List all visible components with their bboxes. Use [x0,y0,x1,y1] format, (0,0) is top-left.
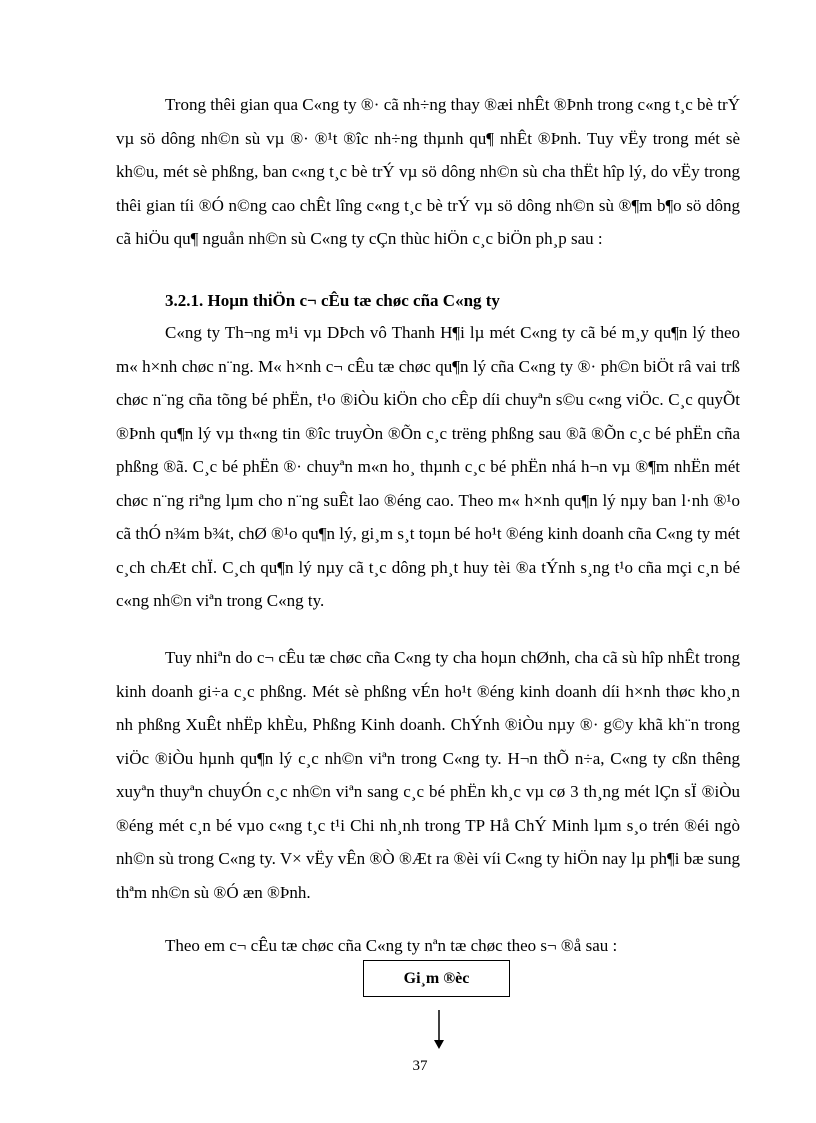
down-arrow-icon [429,1010,449,1050]
paragraph-structure: C«ng ty Th¬ng m¹i vµ DÞch vô Thanh H¶i lµ mét C«ng ty cã bé m¸y qu¶n lý theo m« h×nh chøc n¨ng. M« h×nh c¬ cÊu tæ chøc qu¶n lý cña C«ng ty ®· ph©n biÖt râ vai trß chøc n¨ng cña tõng bé phËn, t¹o ®iÒu kiÖn cho cÊp díi chuyªn s©u c«ng viÖc. C¸c quyÕt ®Þnh qu¶n lý vµ th«ng tin ®îc truyÒn ®Õn c¸c trëng phßng sau ®ã ®Õn c¸c bé phËn cña phßng ®ã. C¸c bé phËn ®· chuyªn m«n ho¸ thµnh c¸c bé phËn nhá h¬n vµ ®¶m nhËn mét chøc n¨ng riªng lµm cho n¨ng suÊt lao ®éng cao. Theo m« h×nh qu¶n lý nµy ban l·nh ®¹o cã thÓ n¾m b¾t, chØ ®¹o qu¶n lý, gi¸m s¸t toµn bé ho¹t ®éng kinh doanh cña C«ng ty mét c¸ch chÆt chÏ. C¸ch qu¶n lý nµy cã t¸c dông ph¸t huy tèi ®a tÝnh s¸ng t¹o cña mçi c¸n bé c«ng nh©n viªn trong C«ng ty. [116,323,740,610]
paragraph-limitations: Tuy nhiªn do c¬ cÊu tæ chøc cña C«ng ty cha hoµn chØnh, cha cã sù hîp nhÊt trong kinh doanh gi÷a c¸c phßng. Mét sè phßng vÉn ho¹t ®éng kinh doanh díi h×nh thøc kho¸n nh phßng XuÊt nhËp khÈu, Phßng Kinh doanh. ChÝnh ®iÒu nµy ®· g©y khã kh¨n trong viÖc ®iÒu hµnh qu¶n lý c¸c nh©n viªn trong C«ng ty. H¬n thÕ n÷a, C«ng ty cßn thêng xuyªn thuyªn chuyÓn c¸c nh©n viªn sang c¸c bé phËn kh¸c vµ cø 3 th¸ng mét lÇn sÏ ®iÒu ®éng mét c¸n bé vµo c«ng t¸c t¹i Chi nh¸nh trong TP Hå ChÝ Minh lµm s¸o trén ®éi ngò nh©n sù trong C«ng ty. V× vËy vÊn ®Ò ®Æt ra ®èi víi C«ng ty hiÖn nay lµ ph¶i bæ sung thªm nh©n sù ®Ó æn ®Þnh. [116,648,740,902]
paragraph-intro: Trong thêi gian qua C«ng ty ®· cã nh÷ng thay ®æi nhÊt ®Þnh trong c«ng t¸c bè trÝ vµ sö dông nh©n sù vµ ®· ®¹t ®îc nh÷ng thµnh qu¶ nhÊt ®Þnh. Tuy vËy trong mét sè kh©u, mét sè phßng, ban c«ng t¸c bè trÝ vµ sö dông nh©n sù cha thËt hîp lý, do vËy trong thêi gian tíi ®Ó n©ng cao chÊt lîng c«ng t¸c bè trÝ vµ sö dông nh©n sù ®¶m b¶o sö dông cã hiÖu qu¶ nguån nh©n sù C«ng ty cÇn thùc hiÖn c¸c biÖn ph¸p sau : [116,95,740,248]
org-chart-director-label: Gi¸m ®èc [403,969,470,987]
page-number: 37 [412,1058,428,1074]
paragraph-diagram-intro: Theo em c¬ cÊu tæ chøc cña C«ng ty nªn tæ chøc theo s¬ ®å sau : [165,936,618,955]
org-chart-director-box [363,960,510,997]
section-heading: 3.2.1. Hoµn thiÖn c¬ cÊu tæ chøc cña C«ng ty [165,291,500,310]
